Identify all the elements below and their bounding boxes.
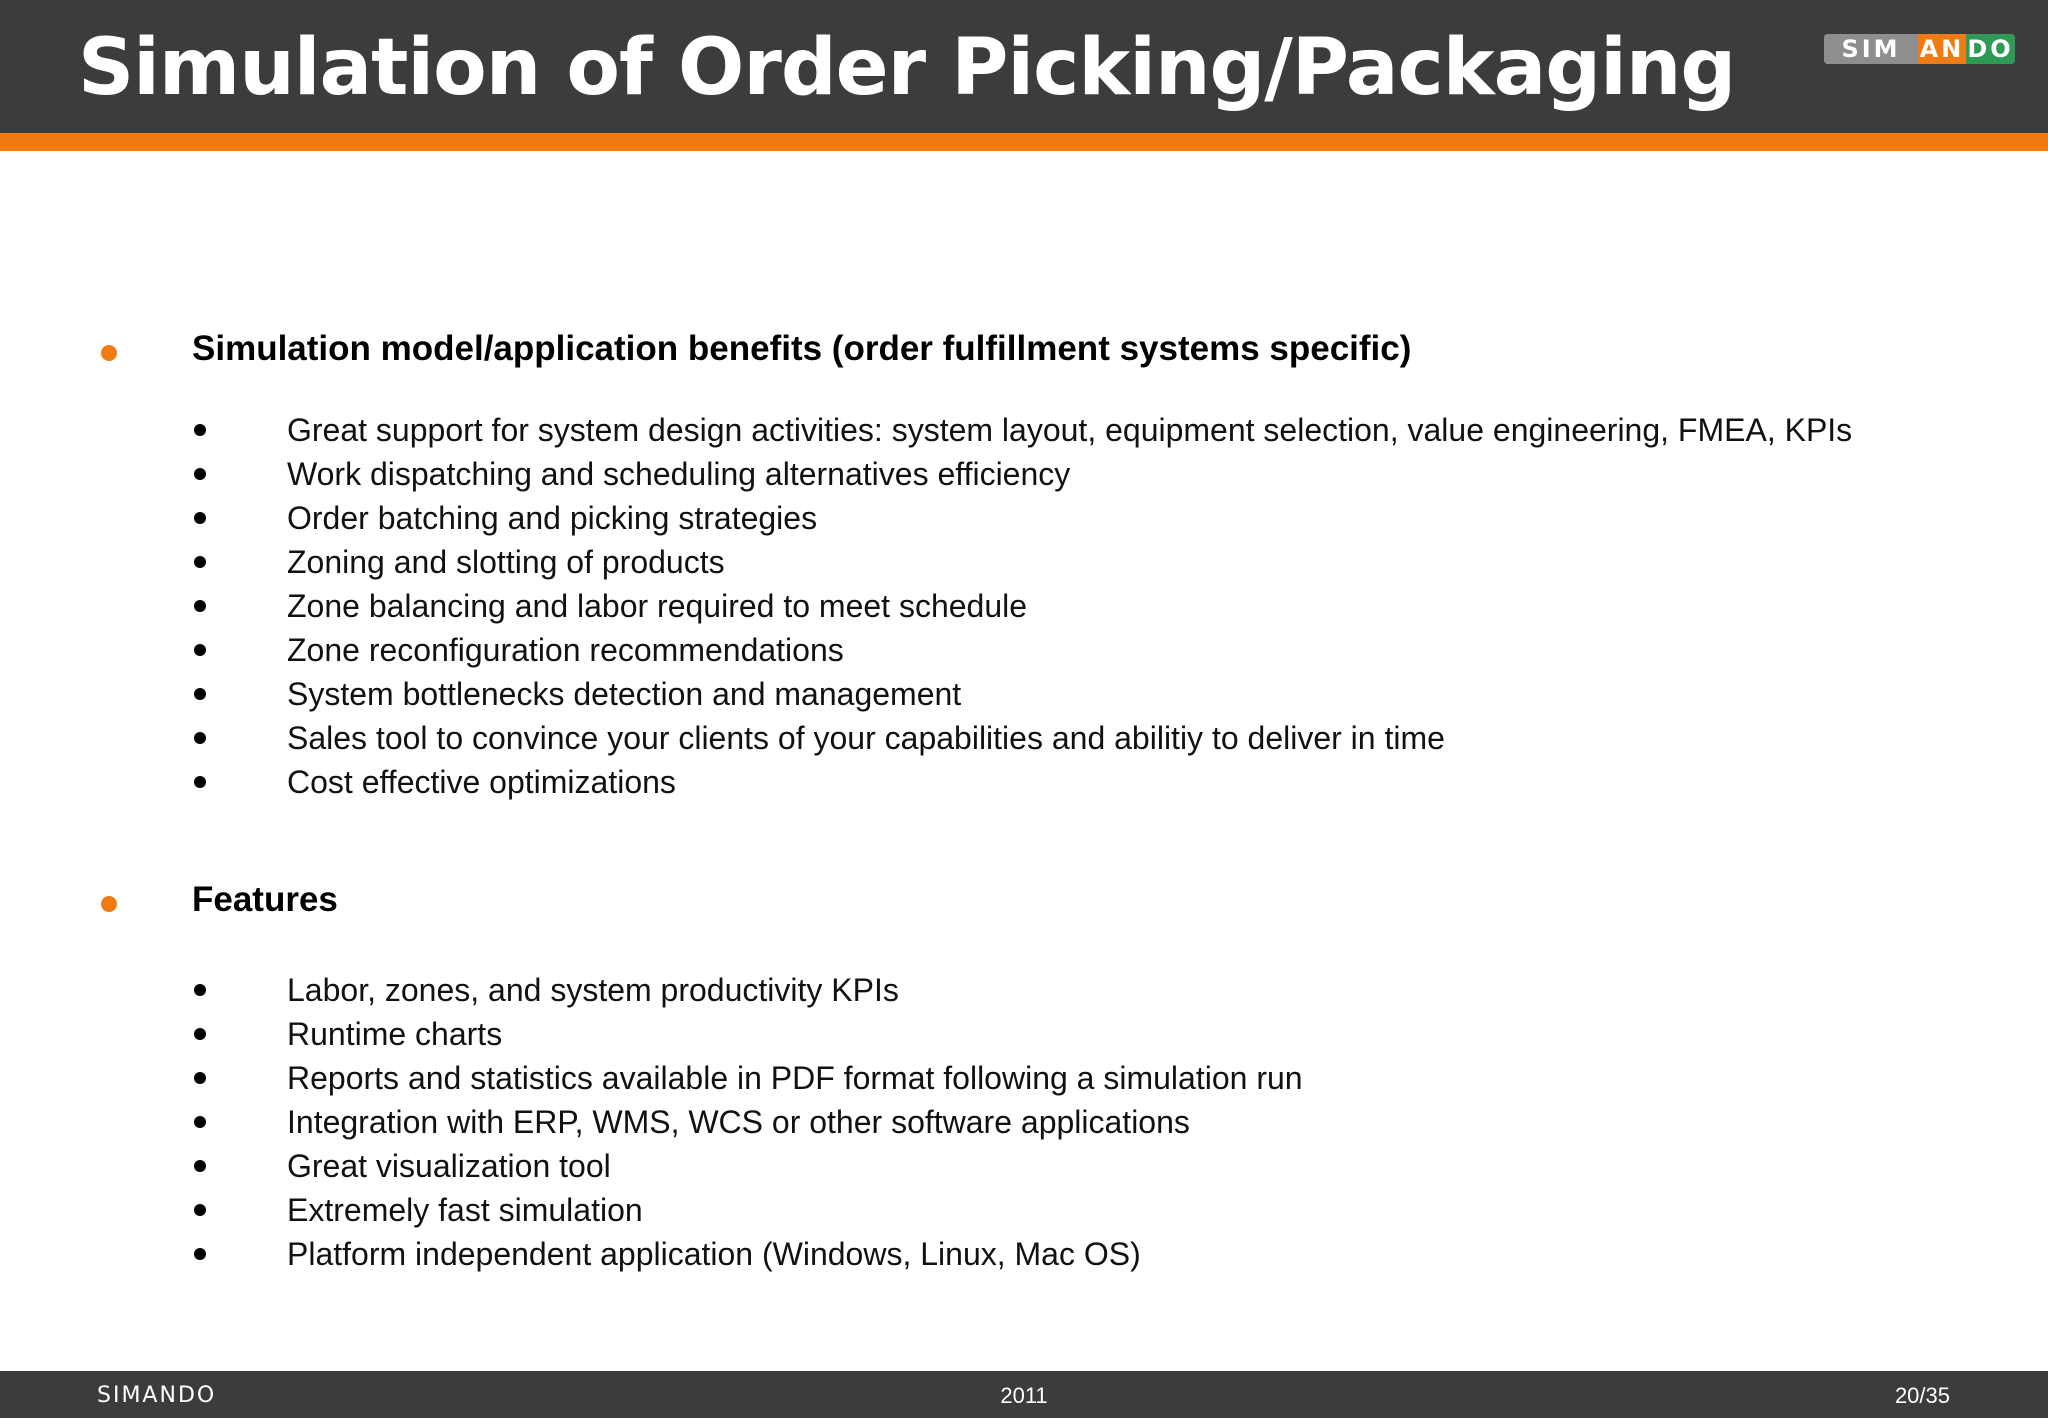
logo-part-an: AN xyxy=(1919,35,1965,63)
bullet-icon xyxy=(194,424,206,436)
bullet-icon xyxy=(194,600,206,612)
slide-title: Simulation of Order Picking/Packaging xyxy=(78,23,1736,113)
page-number: 20/35 xyxy=(1894,1383,1950,1408)
section-title-features: Features xyxy=(192,880,338,919)
slide-footer xyxy=(0,1371,2048,1418)
bullet-icon xyxy=(194,776,206,788)
bullet-icon xyxy=(194,1072,206,1084)
bullet-icon xyxy=(194,984,206,996)
bullet-icon xyxy=(194,1028,206,1040)
header-accent-stripe xyxy=(0,133,2048,151)
bullet-icon xyxy=(194,468,206,480)
bullet-icon xyxy=(194,1160,206,1172)
logo-part-sim: SIM xyxy=(1824,34,1918,64)
bullet-icon xyxy=(194,1248,206,1260)
bullet-icon xyxy=(194,512,206,524)
bullet-icon xyxy=(194,1204,206,1216)
bullet-icon xyxy=(194,1116,206,1128)
bullet-icon xyxy=(194,732,206,744)
bullet-icon xyxy=(194,688,206,700)
footer-logo: SIMANDO xyxy=(97,1383,217,1408)
section-bullet-icon xyxy=(101,345,117,361)
section-bullet-icon xyxy=(101,896,117,912)
bullet-icon xyxy=(194,644,206,656)
bullet-icon xyxy=(194,556,206,568)
footer-year: 2011 xyxy=(1000,1383,1048,1408)
logo-part-do: DO xyxy=(1967,35,2014,63)
simando-logo xyxy=(1824,34,2015,64)
section-title-benefits: Simulation model/application benefits (order fulfillment systems specific) xyxy=(192,329,1412,368)
